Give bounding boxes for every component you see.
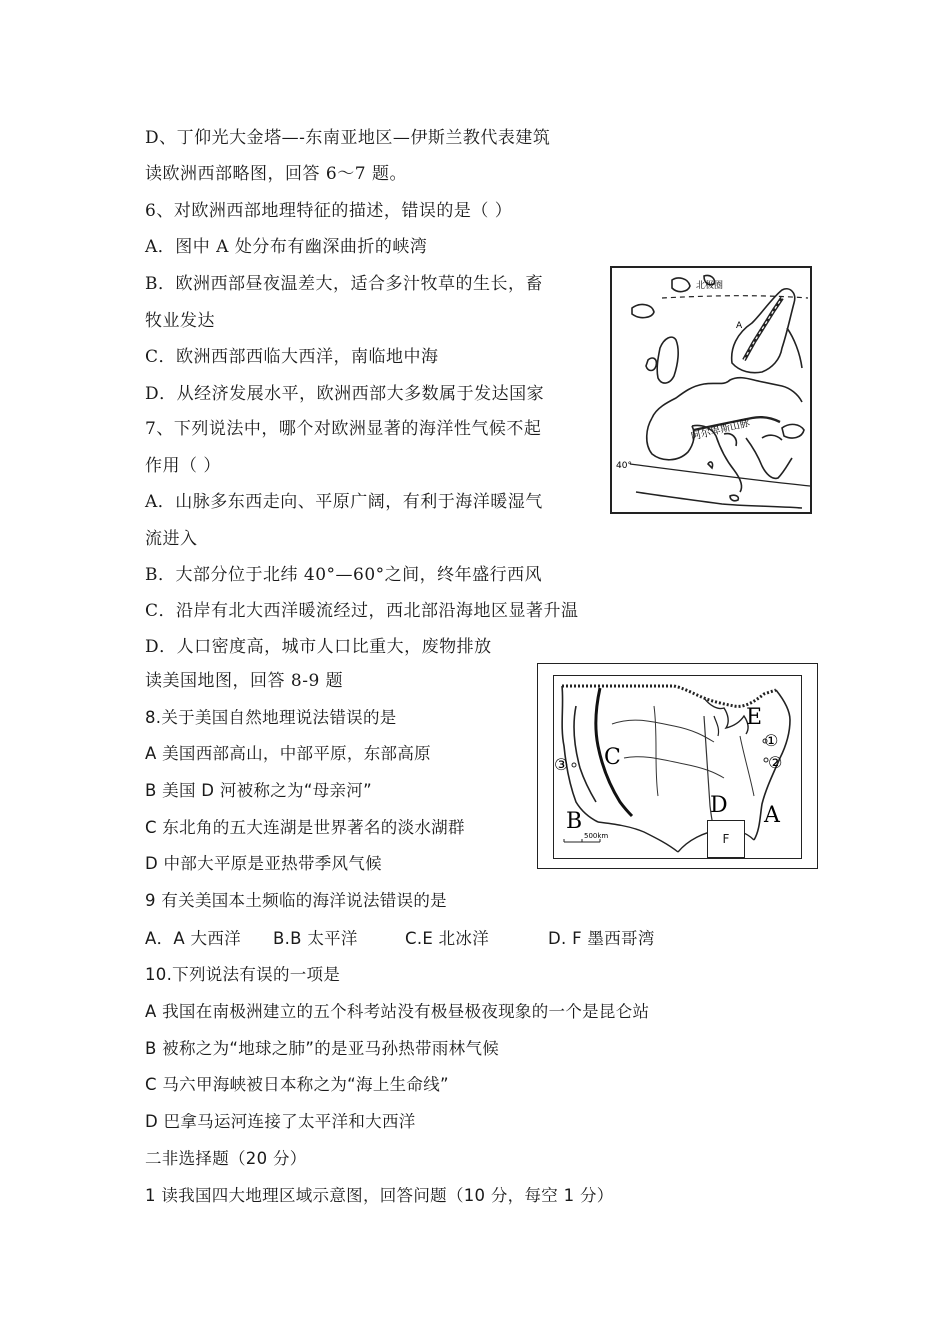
option-b: B.B 太平洋 [273,929,358,948]
option-line: B 被称之为“地球之肺”的是亚马孙热带雨林气候 [145,1039,500,1058]
option-line: B．欧洲西部昼夜温差大，适合多汁牧草的生长，畜 [145,274,543,294]
question-9-options [145,928,655,950]
question-7: 7、下列说法中，哪个对欧洲显著的海洋性气候不起 [145,419,542,439]
section-heading: 二非选择题（20 分） [145,1149,307,1168]
text-line: 读欧洲西部略图，回答 6～7 题。 [145,164,407,184]
europe-map [610,266,812,514]
option-line: C 马六甲海峡被日本称之为“海上生命线” [145,1075,449,1094]
usa-map [537,663,818,869]
option-line: D．人口密度高，城市人口比重大，废物排放 [145,637,492,657]
label-3: ③ [554,755,569,774]
option-line: A 美国西部高山，中部平原，东部高原 [145,744,431,763]
option-line: D．从经济发展水平，欧洲西部大多数属于发达国家 [145,384,545,404]
option-line: B 美国 D 河被称之为“母亲河” [145,781,372,800]
point-3-marker [572,763,576,767]
option-line: A 我国在南极洲建立的五个科考站没有极昼极夜现象的一个是昆仑站 [145,1002,650,1021]
arctic-circle-label: 北极圈 [696,281,724,291]
option-line: A．图中 A 处分布有幽深曲折的峡湾 [145,237,428,257]
option-line: C 东北角的五大连湖是世界著名的淡水湖群 [145,818,465,837]
label-c: C [604,745,621,770]
question-8: 8.关于美国自然地理说法错误的是 [145,708,397,727]
label-b: B [566,809,583,834]
text-line: 牧业发达 [145,311,215,331]
question-10: 10.下列说法有误的一项是 [145,965,341,984]
label-2: ② [768,753,783,772]
label-e: E [746,705,763,730]
text-line: 作用（ ） [145,456,221,476]
option-d: D. F 墨西哥湾 [548,929,655,948]
option-line: C．欧洲西部西临大西洋，南临地中海 [145,347,439,367]
text-line: 读美国地图，回答 8-9 题 [145,671,344,691]
label-1: ① [764,731,779,750]
option-line: C．沿岸有北大西洋暖流经过，西北部沿海地区显著升温 [145,601,579,621]
label-a: A [764,803,780,828]
question-6: 6、对欧洲西部地理特征的描述，错误的是（ ） [145,201,513,221]
option-c: C.E 北冰洋 [405,929,490,948]
label-f-box: F [707,820,745,858]
label-d: D [710,793,728,818]
point-a-label: A [736,321,743,331]
usa-map-frame [553,675,802,859]
alps-label: 阿尔卑斯山脉 [690,417,751,443]
text-line: 流进入 [145,529,198,549]
latitude-label: 40° [616,461,632,471]
question-1: 1 读我国四大地理区域示意图，回答问题（10 分，每空 1 分） [145,1186,614,1205]
option-line: A．山脉多东西走向、平原广阔，有利于海洋暖湿气 [145,492,543,512]
option-line: D 中部大平原是亚热带季风气候 [145,854,382,873]
text-line: D、丁仰光大金塔—-东南亚地区—伊斯兰教代表建筑 [145,128,551,148]
option-a: A．A 大西洋 [145,929,241,948]
scale-label: 500km [584,832,609,840]
option-line: B．大部分位于北纬 40°—60°之间，终年盛行西风 [145,565,543,585]
option-line: D 巴拿马运河连接了太平洋和大西洋 [145,1112,416,1131]
question-9: 9 有关美国本土频临的海洋说法错误的是 [145,891,447,910]
